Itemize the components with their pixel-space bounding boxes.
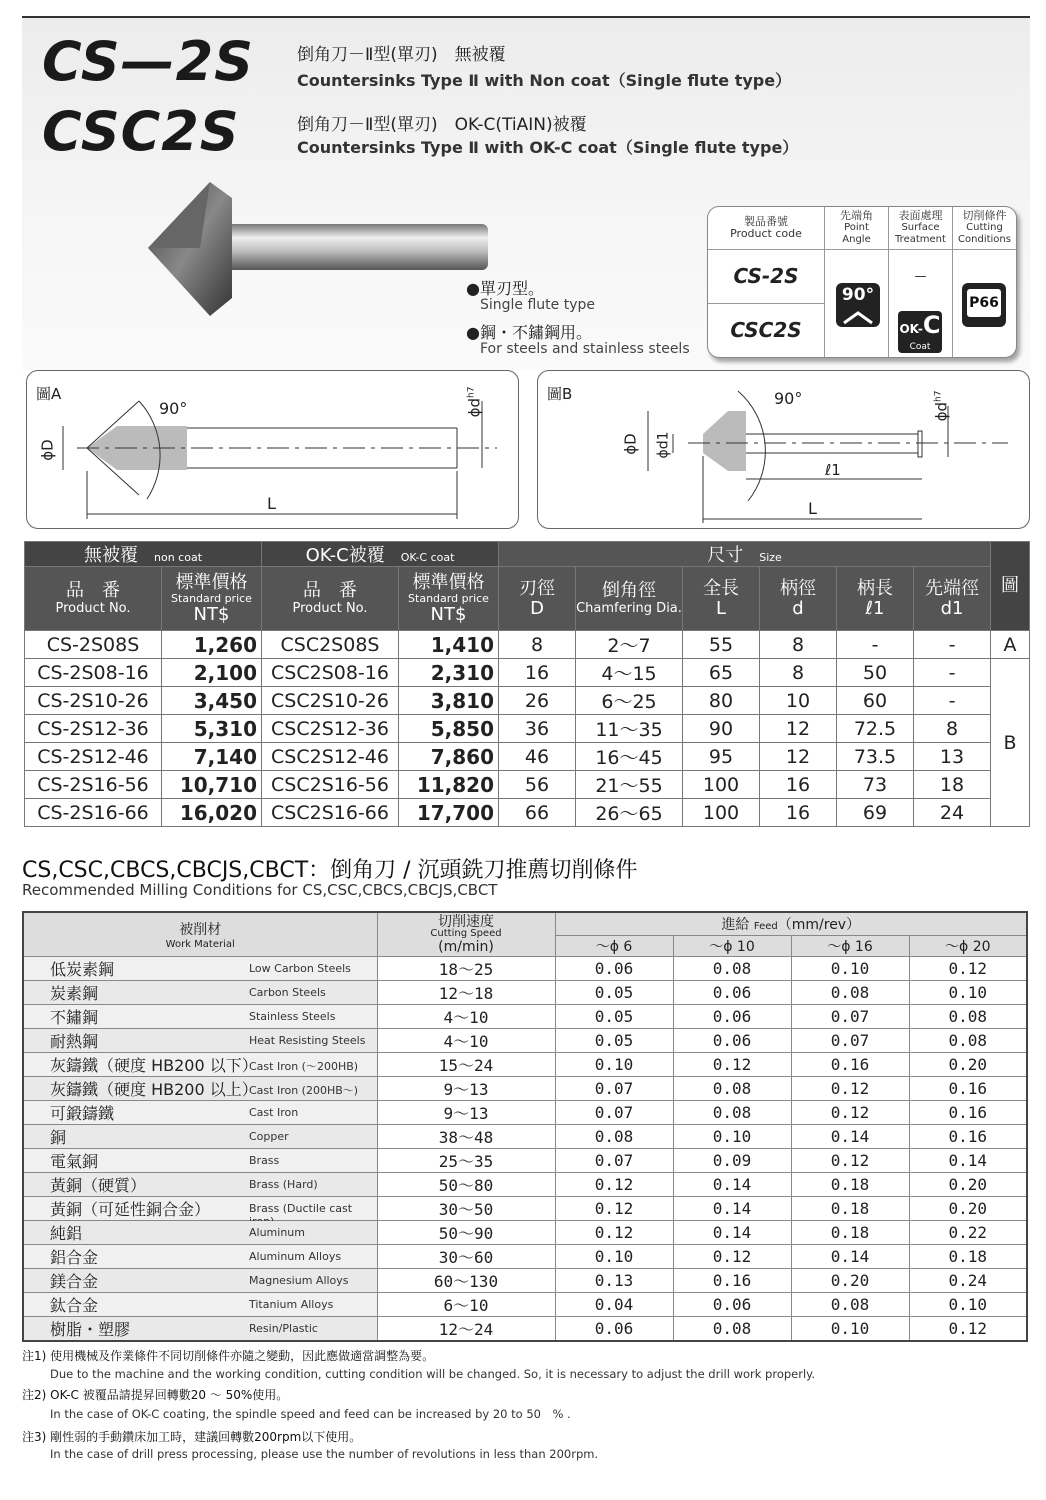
- material-cell: [23, 1029, 377, 1053]
- feed-cell: 0.20: [909, 1173, 1027, 1197]
- material-en: Cast Iron (～200HB): [249, 1060, 359, 1073]
- speed-cell: 9～13: [377, 1101, 555, 1125]
- diagram-b-phid: $\phi d^{h7}$: [932, 390, 951, 422]
- material-zh: 純鋁: [50, 1224, 83, 1243]
- diagram-b: [537, 370, 1030, 529]
- diagram-b-angle: 90°: [774, 389, 803, 408]
- feed-cell: 0.07: [555, 1077, 673, 1101]
- h-feed-col: ～ϕ 16: [791, 936, 909, 957]
- cell-l1: 73.5: [837, 743, 914, 771]
- feed-cell: 0.07: [555, 1149, 673, 1173]
- speed-cell: 15～24: [377, 1053, 555, 1077]
- diagram-a-L: L: [267, 494, 276, 513]
- feed-cell: 0.08: [791, 1293, 909, 1317]
- material-zh: 炭素鋼: [50, 984, 99, 1003]
- feed-cell: 0.08: [673, 957, 791, 981]
- feed-cell: 0.08: [909, 1005, 1027, 1029]
- table-row: [23, 1149, 1027, 1173]
- speed-cell: 6～10: [377, 1293, 555, 1317]
- code-cs-2s: CS-2S: [733, 264, 799, 288]
- feed-cell: 0.12: [555, 1197, 673, 1221]
- cell-D: 36: [499, 715, 576, 743]
- material-cell: [23, 1245, 377, 1269]
- feed-cell: 0.10: [791, 957, 909, 981]
- subtitle-zh-1: 倒角刀－Ⅱ型(單刃) 無被覆: [297, 45, 506, 65]
- material-cell: [23, 1077, 377, 1101]
- feed-cell: 0.10: [555, 1245, 673, 1269]
- speed-cell: 38～48: [377, 1125, 555, 1149]
- title-cs-2s: CS—2S: [42, 30, 255, 93]
- feed-cell: 0.08: [791, 981, 909, 1005]
- feed-cell: 0.14: [909, 1149, 1027, 1173]
- material-cell: [23, 1053, 377, 1077]
- h-feed-col: ～ϕ 10: [673, 936, 791, 957]
- speed-cell: 50～80: [377, 1173, 555, 1197]
- okc-coat-icon: OK-C Coat: [899, 311, 941, 352]
- cell-l1: -: [837, 631, 914, 659]
- feed-cell: 0.06: [555, 957, 673, 981]
- cell-d1: 13: [914, 743, 991, 771]
- cell-d: 12: [760, 743, 837, 771]
- table-row: [23, 1077, 1027, 1101]
- cell-n1: 7,140: [162, 743, 262, 771]
- feed-cell: 0.12: [555, 1173, 673, 1197]
- feed-cell: 0.18: [791, 1197, 909, 1221]
- feed-cell: 0.16: [909, 1077, 1027, 1101]
- cell-L: 65: [683, 659, 760, 687]
- book-page-icon: P66: [962, 283, 1006, 327]
- material-en: Brass (Ductile cast: [249, 1202, 353, 1215]
- feed-cell: 0.10: [555, 1053, 673, 1077]
- cell-D: 46: [499, 743, 576, 771]
- material-en: Heat Resisting Steels: [249, 1034, 366, 1047]
- group-size: 尺寸 Size: [499, 542, 991, 567]
- feed-cell: 0.05: [555, 981, 673, 1005]
- speed-cell: 18～25: [377, 957, 555, 981]
- milling-subtitle: Recommended Milling Conditions for CS,CSC,CBCS,CBCJS,CBCT: [22, 881, 498, 899]
- cell-D: 16: [499, 659, 576, 687]
- material-zh: 灰鑄鐵（硬度 HB200 以下）: [50, 1056, 258, 1075]
- material-zh: 不鏽鋼: [50, 1008, 99, 1027]
- cell-p2: CSC2S12-36: [262, 715, 399, 743]
- cell-p2: CSC2S08S: [262, 631, 399, 659]
- material-cell: [23, 1125, 377, 1149]
- col-product-1: 品 番 Product No.: [25, 567, 162, 631]
- cell-d: 10: [760, 687, 837, 715]
- speed-cell: 30～50: [377, 1197, 555, 1221]
- speed-cell: 12～18: [377, 981, 555, 1005]
- col-figure: 圖: [991, 542, 1030, 631]
- note-1-en: Due to the machine and the working condition, cutting condition will be changed. So, it is necessary to adjust the drill work properly.: [50, 1367, 815, 1381]
- material-zh: 電氣銅: [50, 1152, 99, 1171]
- material-en: Low Carbon Steels: [249, 962, 351, 975]
- material-en: Aluminum Alloys: [249, 1250, 342, 1263]
- col-price-1: 標準價格 Standard price NT$: [162, 567, 262, 631]
- feed-cell: 0.12: [791, 1077, 909, 1101]
- feed-cell: 0.18: [791, 1173, 909, 1197]
- cell-cham: 21～55: [576, 771, 683, 799]
- feed-cell: 0.10: [909, 981, 1027, 1005]
- cell-p1: CS-2S10-26: [25, 687, 162, 715]
- cell-n2: 11,820: [399, 771, 499, 799]
- cell-l1: 69: [837, 799, 914, 827]
- feed-cell: 0.06: [673, 1293, 791, 1317]
- speed-cell: 60～130: [377, 1269, 555, 1293]
- material-cell: [23, 1269, 377, 1293]
- cell-n1: 2,100: [162, 659, 262, 687]
- cell-n2: 5,850: [399, 715, 499, 743]
- feed-cell: 0.12: [791, 1149, 909, 1173]
- cell-l1: 50: [837, 659, 914, 687]
- table-row: [23, 1293, 1027, 1317]
- cell-L: 100: [683, 799, 760, 827]
- table-row: [25, 631, 1030, 659]
- table-row: [23, 1101, 1027, 1125]
- cell-n2: 17,700: [399, 799, 499, 827]
- feed-cell: 0.16: [673, 1269, 791, 1293]
- material-zh: 灰鑄鐵（硬度 HB200 以上）: [50, 1080, 258, 1099]
- feed-cell: 0.05: [555, 1029, 673, 1053]
- table-row: [25, 659, 1030, 687]
- material-zh: 銅: [50, 1128, 67, 1147]
- cell-L: 80: [683, 687, 760, 715]
- cell-D: 56: [499, 771, 576, 799]
- cell-l1: 72.5: [837, 715, 914, 743]
- cell-n1: 5,310: [162, 715, 262, 743]
- diagram-b-label: 圖B: [547, 385, 573, 403]
- feed-cell: 0.08: [909, 1029, 1027, 1053]
- code-csc2s: CSC2S: [730, 318, 802, 342]
- cell-cham: 16～45: [576, 743, 683, 771]
- group-noncoat: 無被覆 non coat: [25, 542, 262, 567]
- material-zh: 低炭素鋼: [50, 960, 115, 979]
- material-zh: 可鍛鑄鐵: [50, 1104, 115, 1123]
- feed-cell: 0.16: [909, 1125, 1027, 1149]
- material-en: Stainless Steels: [249, 1010, 336, 1023]
- cell-p1: CS-2S16-56: [25, 771, 162, 799]
- cell-n1: 16,020: [162, 799, 262, 827]
- feed-cell: 0.08: [555, 1125, 673, 1149]
- subtitle-zh-2: 倒角刀－Ⅱ型(單刃) OK-C(TiAIN)被覆: [297, 115, 587, 135]
- material-en: Magnesium Alloys: [249, 1274, 349, 1287]
- feed-cell: 0.14: [673, 1221, 791, 1245]
- col-d1: 先端徑 d1: [914, 567, 991, 631]
- col-chamfer: 倒角徑 Chamfering Dia.: [576, 567, 683, 631]
- material-cell: [23, 1101, 377, 1125]
- table-row: [23, 1269, 1027, 1293]
- feed-cell: 0.13: [555, 1269, 673, 1293]
- speed-cell: 9～13: [377, 1077, 555, 1101]
- diagram-a-label: 圖A: [36, 385, 62, 403]
- countersink-tool-image: [140, 178, 495, 320]
- cell-p1: CS-2S08-16: [25, 659, 162, 687]
- feed-cell: 0.07: [555, 1101, 673, 1125]
- material-en: Cast Iron (200HB～): [249, 1084, 359, 1097]
- cell-d1: -: [914, 687, 991, 715]
- material-zh: 鎂合金: [50, 1272, 99, 1291]
- speed-cell: 30～60: [377, 1245, 555, 1269]
- subtitle-en-2: Countersinks Type Ⅱ with OK-C coat（Single flute type）: [297, 138, 799, 157]
- cell-d: 8: [760, 631, 837, 659]
- conditions-header: 切削條件 Cutting Conditions: [958, 209, 1011, 245]
- cell-L: 90: [683, 715, 760, 743]
- diagram-b-phid1: ϕd1: [655, 431, 672, 459]
- cell-D: 8: [499, 631, 576, 659]
- material-en: Brass (Hard): [249, 1178, 318, 1191]
- feed-cell: 0.14: [791, 1125, 909, 1149]
- feed-cell: 0.12: [909, 1317, 1027, 1342]
- material-cell: [23, 957, 377, 981]
- cell-L: 100: [683, 771, 760, 799]
- feed-cell: 0.10: [909, 1293, 1027, 1317]
- table-row: [23, 981, 1027, 1005]
- cell-n1: 10,710: [162, 771, 262, 799]
- product-code-box: [707, 206, 1017, 358]
- cell-d1: 8: [914, 715, 991, 743]
- cell-p1: CS-2S12-36: [25, 715, 162, 743]
- feed-cell: 0.06: [673, 1029, 791, 1053]
- material-en: Copper: [249, 1130, 289, 1143]
- figure-ref-b: B: [991, 659, 1030, 827]
- table-row: [23, 1053, 1027, 1077]
- col-D: 刃徑 D: [499, 567, 576, 631]
- cell-d1: 18: [914, 771, 991, 799]
- material-cell: [23, 1149, 377, 1173]
- title-csc2s: CSC2S: [42, 100, 240, 163]
- material-zh: 鋁合金: [50, 1248, 99, 1267]
- cell-n2: 7,860: [399, 743, 499, 771]
- material-cell: [23, 1005, 377, 1029]
- feed-cell: 0.08: [673, 1101, 791, 1125]
- h-feed-col: ～ϕ 6: [555, 936, 673, 957]
- feature-1-en: Single flute type: [480, 297, 596, 313]
- table-row: [23, 1125, 1027, 1149]
- material-en: Carbon Steels: [249, 986, 326, 999]
- feed-cell: 0.12: [673, 1053, 791, 1077]
- feature-2-en: For steels and stainless steels: [480, 341, 690, 357]
- col-product-2: 品 番 Product No.: [262, 567, 399, 631]
- cell-d: 8: [760, 659, 837, 687]
- table-row: [23, 1221, 1027, 1245]
- feed-cell: 0.20: [909, 1197, 1027, 1221]
- surface-dash: —: [914, 269, 927, 283]
- note-2-zh: 注2) OK-C 被覆品請提昇回轉數20 ～ 50%使用。: [22, 1388, 289, 1402]
- feed-cell: 0.06: [673, 1005, 791, 1029]
- feed-cell: 0.05: [555, 1005, 673, 1029]
- col-d: 柄徑 d: [760, 567, 837, 631]
- cell-D: 26: [499, 687, 576, 715]
- material-en: Brass: [249, 1154, 280, 1167]
- table-row: [25, 771, 1030, 799]
- cell-l1: 73: [837, 771, 914, 799]
- diagram-a: [26, 370, 519, 529]
- cell-d1: 24: [914, 799, 991, 827]
- feed-cell: 0.14: [673, 1197, 791, 1221]
- cell-p2: CSC2S16-56: [262, 771, 399, 799]
- h-feed-col: ～ϕ 20: [909, 936, 1027, 957]
- feed-cell: 0.20: [909, 1053, 1027, 1077]
- cell-p2: CSC2S16-66: [262, 799, 399, 827]
- diagram-a-angle: 90°: [159, 399, 188, 418]
- feed-cell: 0.22: [909, 1221, 1027, 1245]
- diagram-a-phid: $\phi d^{h7}$: [465, 386, 484, 418]
- figure-ref-a: A: [991, 631, 1030, 659]
- feed-cell: 0.04: [555, 1293, 673, 1317]
- code-header: 製品番號 Product code: [730, 215, 802, 240]
- cell-d: 16: [760, 771, 837, 799]
- feed-cell: 0.07: [791, 1029, 909, 1053]
- feed-cell: 0.16: [909, 1101, 1027, 1125]
- feed-cell: 0.18: [791, 1221, 909, 1245]
- feed-cell: 0.18: [909, 1245, 1027, 1269]
- material-cell: [23, 981, 377, 1005]
- table-row: [25, 687, 1030, 715]
- feed-cell: 0.12: [791, 1101, 909, 1125]
- cell-D: 66: [499, 799, 576, 827]
- diagram-a-phiD: ϕD: [38, 439, 57, 461]
- material-zh: 樹脂・塑膠: [50, 1320, 131, 1339]
- cell-n1: 3,450: [162, 687, 262, 715]
- table-row: [23, 1173, 1027, 1197]
- cell-p1: CS-2S08S: [25, 631, 162, 659]
- material-zh: 鈦合金: [50, 1296, 99, 1315]
- feed-cell: 0.09: [673, 1149, 791, 1173]
- speed-cell: 4～10: [377, 1005, 555, 1029]
- speed-cell: 25～35: [377, 1149, 555, 1173]
- col-price-2: 標準價格 Standard price NT$: [399, 567, 499, 631]
- cell-p2: CSC2S10-26: [262, 687, 399, 715]
- feed-cell: 0.12: [555, 1221, 673, 1245]
- feature-2-zh: ●鋼・不鏽鋼用。: [466, 323, 592, 342]
- table-row: [23, 1029, 1027, 1053]
- cell-p1: CS-2S12-46: [25, 743, 162, 771]
- cell-cham: 11～35: [576, 715, 683, 743]
- h-feed: 進給 Feed（mm/rev）: [555, 912, 1027, 936]
- table-row: [25, 743, 1030, 771]
- material-cell: [23, 1293, 377, 1317]
- material-en: Titanium Alloys: [249, 1298, 334, 1311]
- material-cell: [23, 1221, 377, 1245]
- material-en: Cast Iron: [249, 1106, 299, 1119]
- material-cell: [23, 1197, 377, 1221]
- cell-n2: 2,310: [399, 659, 499, 687]
- speed-cell: 4～10: [377, 1029, 555, 1053]
- speed-cell: 12～24: [377, 1317, 555, 1342]
- feed-cell: 0.08: [673, 1317, 791, 1342]
- cell-l1: 60: [837, 687, 914, 715]
- material-en: Aluminum: [249, 1226, 305, 1239]
- feed-cell: 0.12: [909, 957, 1027, 981]
- cell-n2: 3,810: [399, 687, 499, 715]
- milling-table: [22, 911, 1028, 1342]
- material-zh: 黃銅（可延性銅合金）: [50, 1200, 211, 1219]
- feed-cell: 0.06: [673, 981, 791, 1005]
- table-row: [23, 957, 1027, 981]
- cell-L: 95: [683, 743, 760, 771]
- cell-cham: 4～15: [576, 659, 683, 687]
- h-speed: 切削速度 Cutting Speed (m/min): [377, 912, 555, 957]
- table-row: [23, 1245, 1027, 1269]
- cell-p2: CSC2S08-16: [262, 659, 399, 687]
- material-en: Resin/Plastic: [249, 1322, 318, 1335]
- point-angle-icon: 90°: [836, 283, 880, 327]
- material-cell: [23, 1317, 377, 1342]
- material-cell: [23, 1173, 377, 1197]
- diagram-b-l1: ℓ1: [825, 461, 841, 479]
- note-2-en: In the case of OK-C coating, the spindle speed and feed can be increased by 20 to 50 % .: [50, 1407, 571, 1421]
- material-zh: 耐熱鋼: [50, 1032, 99, 1051]
- table-row: [25, 799, 1030, 827]
- cell-d: 16: [760, 799, 837, 827]
- speed-cell: 50～90: [377, 1221, 555, 1245]
- note-3-en: In the case of drill press processing, please use the number of revolutions in less than 200rpm.: [50, 1447, 599, 1461]
- cell-cham: 6～25: [576, 687, 683, 715]
- cell-cham: 26～65: [576, 799, 683, 827]
- cell-n2: 1,410: [399, 631, 499, 659]
- feed-cell: 0.20: [791, 1269, 909, 1293]
- cell-L: 55: [683, 631, 760, 659]
- cell-cham: 2～7: [576, 631, 683, 659]
- cell-d1: -: [914, 631, 991, 659]
- feed-cell: 0.16: [791, 1053, 909, 1077]
- note-1-zh: 注1) 使用機械及作業條件不同切削條件亦隨之變動，因此應做適當調整為要。: [22, 1349, 435, 1363]
- milling-title: CS,CSC,CBCS,CBCJS,CBCT：倒角刀 / 沉頭銑刀推薦切削條件: [22, 858, 638, 883]
- feed-cell: 0.07: [791, 1005, 909, 1029]
- h-material: 被削材 Work Material: [23, 912, 377, 957]
- note-3-zh: 注3) 剛性弱的手動鑽床加工時，建議回轉數200rpm以下使用。: [22, 1430, 362, 1444]
- feed-cell: 0.08: [673, 1077, 791, 1101]
- subtitle-en-1: Countersinks Type Ⅱ with Non coat（Single flute type）: [297, 71, 792, 90]
- surface-header: 表面處理 Surface Treatment: [895, 209, 946, 245]
- feed-cell: 0.14: [791, 1245, 909, 1269]
- table-row: [25, 715, 1030, 743]
- diagram-b-phiD: ϕD: [621, 433, 640, 455]
- material-zh: 黃銅（硬質）: [50, 1176, 147, 1195]
- spec-table: [24, 541, 1030, 827]
- col-l1: 柄長 ℓ1: [837, 567, 914, 631]
- cell-d1: -: [914, 659, 991, 687]
- angle-header: 先端角 Point Angle: [840, 209, 873, 245]
- feed-cell: 0.10: [673, 1125, 791, 1149]
- feed-cell: 0.10: [791, 1317, 909, 1342]
- col-L: 全長 L: [683, 567, 760, 631]
- feed-cell: 0.14: [673, 1173, 791, 1197]
- table-row: [23, 1005, 1027, 1029]
- feature-1-zh: ●單刃型。: [466, 279, 544, 298]
- cell-n1: 1,260: [162, 631, 262, 659]
- cell-p2: CSC2S12-46: [262, 743, 399, 771]
- cell-p1: CS-2S16-66: [25, 799, 162, 827]
- group-okc: OK-C被覆 OK-C coat: [262, 542, 499, 567]
- diagram-b-L: L: [808, 499, 817, 518]
- cell-d: 12: [760, 715, 837, 743]
- feed-cell: 0.12: [673, 1245, 791, 1269]
- table-row: [23, 1317, 1027, 1342]
- feed-cell: 0.06: [555, 1317, 673, 1342]
- table-row: [23, 1197, 1027, 1221]
- feed-cell: 0.24: [909, 1269, 1027, 1293]
